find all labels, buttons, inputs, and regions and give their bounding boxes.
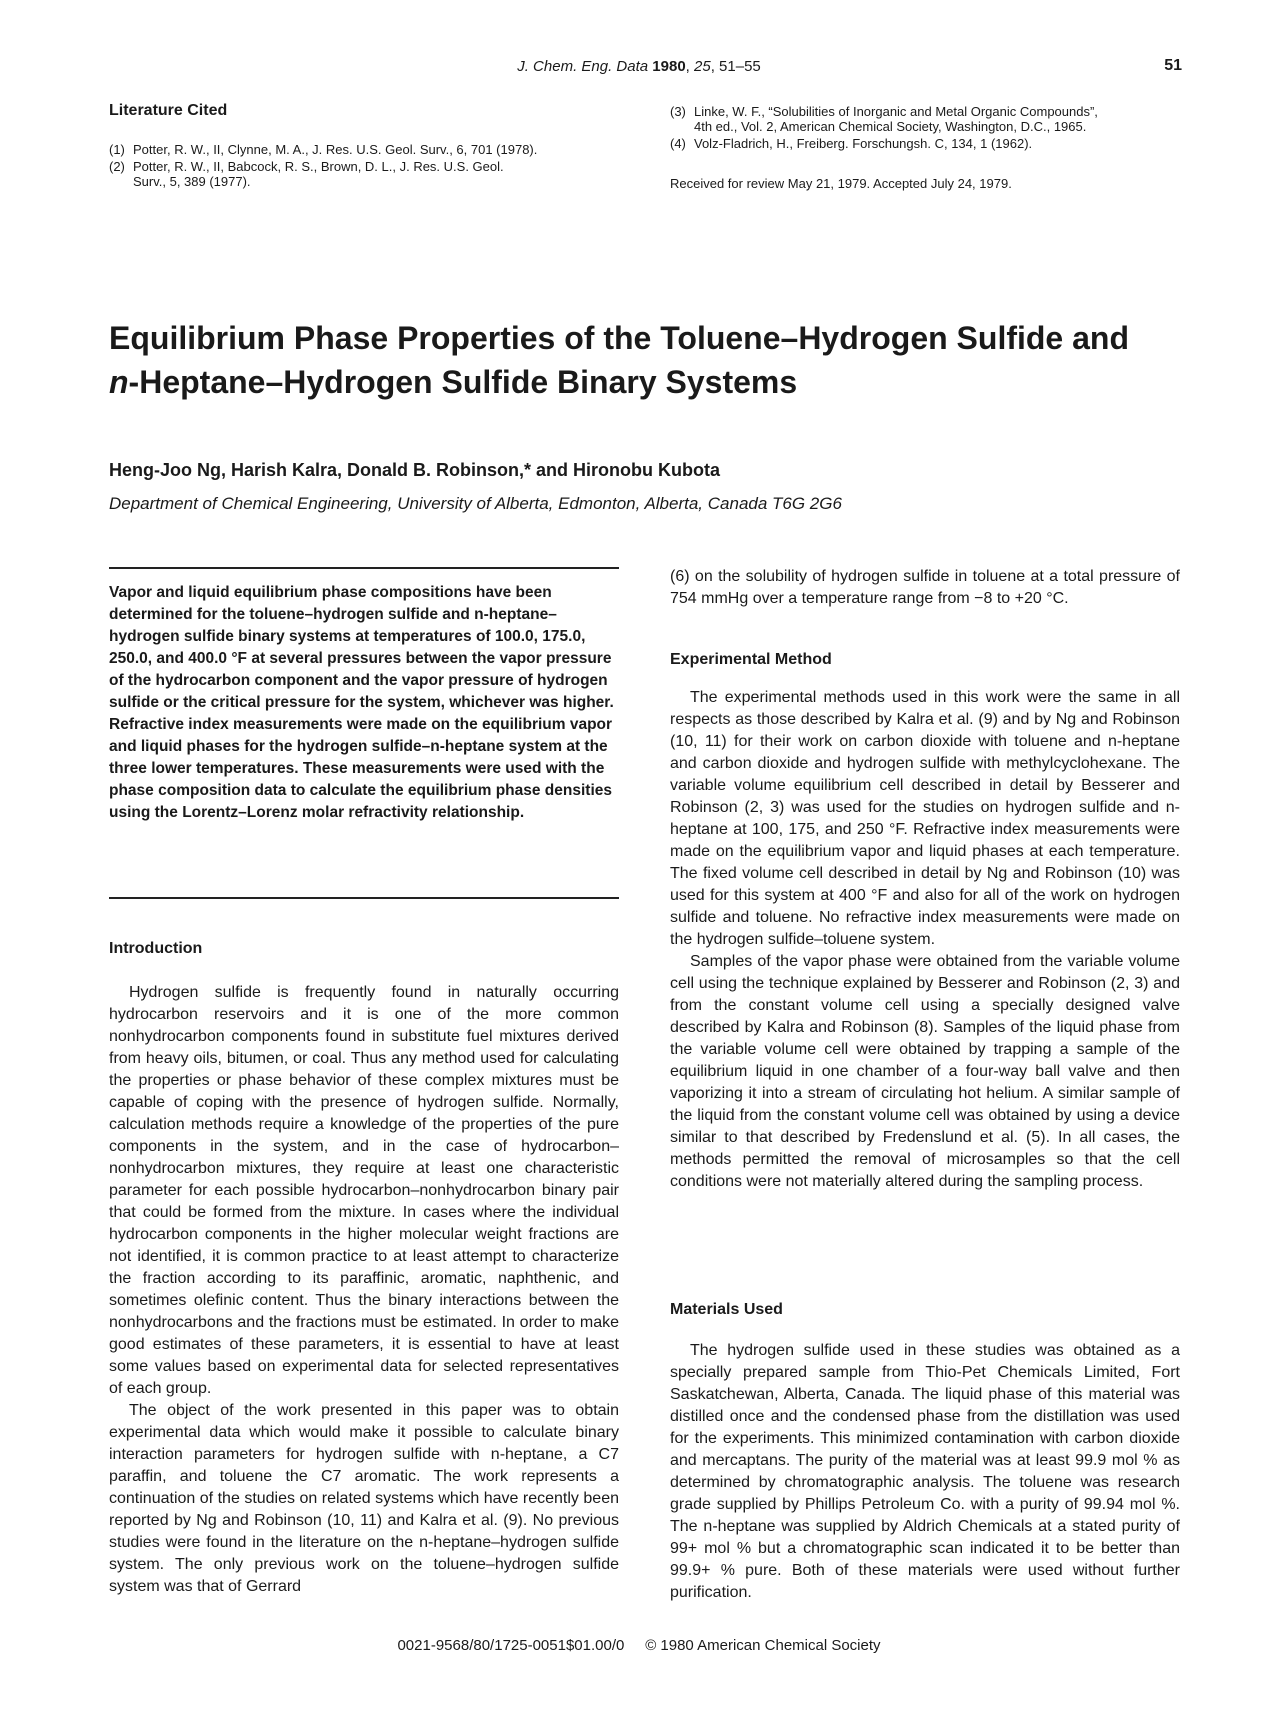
article-code: 0021-9568/80/1725-0051$01.00/0 [397,1637,625,1654]
abstract-bottom-rule [109,897,619,899]
paragraph: The experimental methods used in this work were the same in all respects as those described by Kalra et al. (9) and by Ng and Robinson (10, 11) for their work on carbon dioxide with toluene and n-heptane and carbon dioxide and hydrogen sulfide with methylcyclohexane. The variable volume equilibrium cell described in detail by Besserer and Robinson (2, 3) was used for the studies on hydrogen sulfide and n-heptane at 100, 175, and 250 °F. Refractive index measurements were made on the equilibrium vapor and liquid phases at each temperature. The fixed volume cell described in detail by Ng and Robinson (10) was used for this system at 400 °F and also for all of the work on hydrogen sulfide and toluene. No refractive index measurements were made on the hydrogen sulfide–toluene system. [670,689,1180,948]
literature-cited-heading: Literature Cited [109,102,228,119]
reference-item: (3) Linke, W. F., “Solubilities of Inorganic and Metal Organic Compounds”, 4th ed., Vol. 2, American Chemical Society, Washington, D.C., 1965. [670,104,1098,134]
paragraph: The hydrogen sulfide used in these studies was obtained as a specially prepared sample from Thio-Pet Chemicals Limited, Fort Saskatchewan, Alberta, Canada. The liquid phase of this material was distilled once and the condensed phase from the distillation was used for the experiments. This minimized contamination with carbon dioxide and mercaptans. The purity of the material was at least 99.9 mol % as determined by chromatographic analysis. The toluene was research grade supplied by Phillips Petroleum Co. with a purity of 99.94 mol %. The n-heptane was supplied by Aldrich Chemicals at a stated purity of 99+ mol % but a chromatographic scan indicated it to be better than 99.9+ % pure. Both of these materials were used without further purification. [670,1342,1180,1601]
journal-volume: 25 [694,58,711,75]
paragraph: (6) on the solubility of hydrogen sulfide in toluene at a total pressure of 754 mmHg over a temperature range from −8 to +20 °C. [670,568,1180,607]
abstract: Vapor and liquid equilibrium phase compositions have been determined for the toluene–hydrogen sulfide and n-heptane–hydrogen sulfide binary systems at temperatures of 100.0, 175.0, 250.0, and 400.0 °F at several pressures between the vapor pressure of the hydrocarbon component and the vapor pressure of hydrogen sulfide or the critical pressure for the system, whichever was higher. Refractive index measurements were made on the equilibrium vapor and liquid phases for the hydrogen sulfide–n-heptane system at the three lower temperatures. These measurements were used with the phase composition data to calculate the equilibrium phase densities using the Lorentz–Lorenz molar refractivity relationship. [109,584,614,821]
journal-pages: 51–55 [719,58,761,75]
materials-text [670,1340,1180,1604]
reference-item: (1) Potter, R. W., II, Clynne, M. A., J. Res. U.S. Geol. Surv., 6, 701 (1978). [109,142,538,157]
author-list: Heng-Joo Ng, Harish Kalra, Donald B. Robinson,* and Hironobu Kubota [109,460,721,480]
reference-item: (4) Volz-Fladrich, H., Freiberg. Forschungsh. C, 134, 1 (1962). [670,136,1033,151]
paragraph: Samples of the vapor phase were obtained from the variable volume cell using the technique explained by Besserer and Robinson (2, 3) and from the constant volume cell using a specially designed valve described by Kalra and Robinson (8). Samples of the liquid phase from the variable volume cell were obtained by trapping a sample of the equilibrium liquid in one chamber of a four-way ball valve and then vaporizing it into a stream of circulating hot helium. A similar sample of the liquid from the constant volume cell was obtained by using a device similar to that described by Fredenslund et al. (5). In all cases, the methods permitted the removal of microsamples so that the cell conditions were not materially altered during the sampling process. [670,953,1180,1190]
paragraph: Hydrogen sulfide is frequently found in naturally occurring hydrocarbon reservoirs and it is one of the more common nonhydrocarbon components found in substitute fuel mixtures derived from heavy oils, bitumen, or coal. Thus any method used for calculating the properties or phase behavior of these complex mixtures must be capable of coping with the presence of hydrogen sulfide. Normally, calculation methods require a knowledge of the properties of the pure components in the system, and in the case of hydrocarbon–nonhydrocarbon mixtures, they require at least one characteristic parameter for each possible hydrocarbon–nonhydrocarbon binary pair that could be formed from the mixture. In cases where the individual hydrocarbon components in the higher molecular weight fractions are not identified, it is common practice to at least attempt to characterize the fraction according to its paraffinic, aromatic, naphthenic, and sometimes olefinic content. Thus the binary interactions between the nonhydrocarbons and the fractions must be estimated. In order to make good estimates of these parameters, it is essential to have at least some values based on experimental data for selected representatives of each group. [109,984,619,1397]
journal-name: J. Chem. Eng. Data [517,58,649,75]
reference-item: (2) Potter, R. W., II, Babcock, R. S., Brown, D. L., J. Res. U.S. Geol. Surv., 5, 389 (1977). [109,159,504,189]
article-title-line2: n-Heptane–Hydrogen Sulfide Binary Systems [109,364,798,400]
experimental-text [670,687,1180,1193]
page-footer [0,1637,1278,1654]
affiliation: Department of Chemical Engineering, University of Alberta, Edmonton, Alberta, Canada T6G 2G6 [109,494,842,513]
introduction-heading: Introduction [109,940,203,957]
experimental-heading: Experimental Method [670,651,832,668]
journal-year: 1980 [652,58,686,75]
introduction-text [109,982,619,1598]
paragraph: The object of the work presented in this paper was to obtain experimental data which would make it possible to calculate binary interaction parameters for hydrogen sulfide with n-heptane, a C7 paraffin, and toluene the C7 aromatic. The work represents a continuation of the studies on related systems which have recently been reported by Ng and Robinson (10, 11) and Kalra et al. (9). No previous studies were found in the literature on the n-heptane–hydrogen sulfide system. The only previous work on the toluene–hydrogen sulfide system was that of Gerrard [109,1402,619,1595]
intro-continuation [670,566,1180,610]
article-title-line1: Equilibrium Phase Properties of the Toluene–Hydrogen Sulfide and [109,320,1129,356]
page-number: 51 [1164,57,1182,74]
received-date: Received for review May 21, 1979. Accepted July 24, 1979. [670,176,1012,191]
materials-heading: Materials Used [670,1301,783,1318]
running-header: J. Chem. Eng. Data 1980, 25, 51–55 [517,58,761,75]
abstract-top-rule [109,567,619,569]
copyright: © 1980 American Chemical Society [645,1637,881,1654]
article-title [109,316,1189,404]
